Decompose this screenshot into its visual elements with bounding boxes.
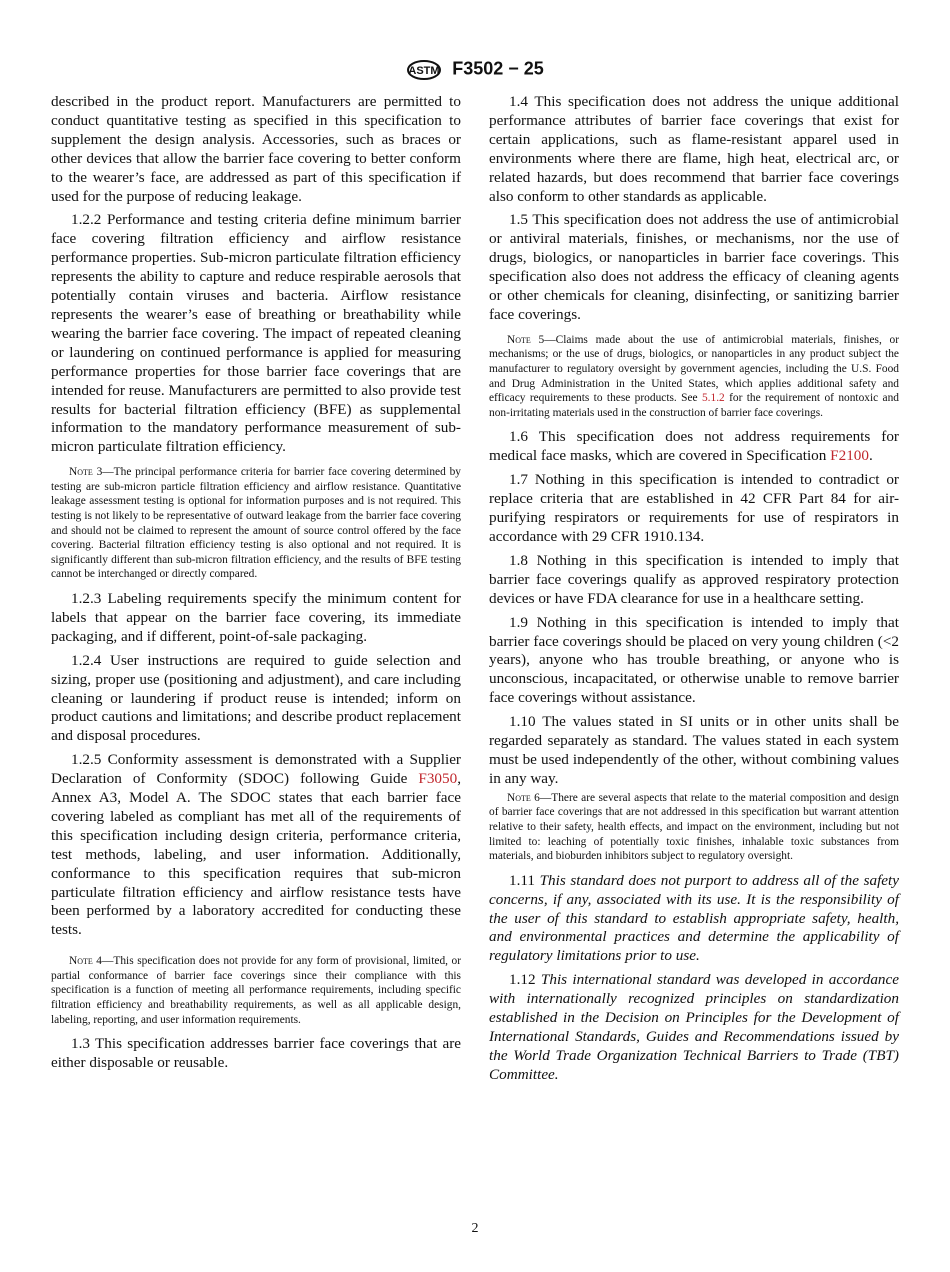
paragraph-1-2-2: 1.2.2 Performance and testing criteria define minimum barrier face covering filtration efficiency and airflow resistance performance properties. Sub-micron particulate filtration efficiency represents the ability to capture and reduce respirable aerosols that potentially contain viruses and bacteria. Airflow resistance represents the wearer’s ease of breathing or breathability while wearing the barrier face covering. The impact of repeated cleaning or laundering on continued performance is applied for measuring performance properties for those barrier face coverings that are intended for reuse. Manufacturers are permitted to also provide test results for bacterial filtration efficiency (BFE) as supplemental information to the mandatory performance measurement of sub-micron particulate filtration efficiency.: [51, 211, 461, 456]
paragraph-1-8: 1.8 Nothing in this specification is intended to imply that barrier face coverings qualify as approved respiratory protection devices or have FDA clearance for use in a healthcare setting.: [489, 551, 899, 607]
note-5: [489, 333, 899, 421]
paragraph-1-2-3: 1.2.3 Labeling requirements specify the minimum content for labels that appear on the barrier face covering, its immediate packaging, and if different, point-of-sale packaging.: [51, 589, 461, 645]
paragraph-1-2-5: [51, 751, 461, 940]
link-f3050[interactable]: F3050: [418, 770, 458, 788]
text: 1.2.5 Conformity assessment is demonstrated with a Supplier Declaration of Conformity (SDOC) following Guide: [51, 751, 461, 788]
note-6: [489, 791, 899, 864]
paragraph-1-12: [489, 971, 899, 1084]
note-3: [51, 465, 461, 582]
left-column: [51, 93, 461, 1078]
paragraph-1-5: 1.5 This specification does not address the use of antimicrobial or antiviral materials, finishes, or mechanisms, nor the use of drugs, biologics, or nanoparticles in barrier face coverings. This specification also does not address the efficacy of cleaning agents or other chemicals for cleaning, disinfecting, or sanitizing barrier face coverings.: [489, 211, 899, 323]
link-5-1-2[interactable]: 5.1.2: [701, 392, 725, 405]
note-text: —The principal performance criteria for barrier face covering determined by testing are sub-micron particle filtration efficiency and airflow resistance. Quantitative leakage assessment testing is optional for information purposes and is not required. This testing is not likely to be representative of outward leakage from the barrier face covering and should not be claimed to represent the amount of source control offered by the face covering. Bacterial filtration efficiency testing is also optional and not required. It is significantly different than sub-micron filtration efficiency, and the results of BFE testing cannot be interchanged or directly compared.: [51, 466, 461, 581]
note-text: for the requirement of nontoxic and non-irritating materials used in the construction of barrier face coverings.: [489, 392, 899, 419]
right-column: [489, 93, 899, 1090]
note-4: [51, 954, 461, 1027]
text: This standard does not purport to address all of the safety concerns, if any, associated with its use. It is the responsibility of the user of this standard to establish appropriate safety, health, and environmental practices and determine the applicability of regulatory limitations prior to use.: [489, 871, 899, 965]
paragraph-1-3: 1.3 This specification addresses barrier face coverings that are either disposable or reusable.: [51, 1035, 461, 1072]
paragraph-1-9: 1.9 Nothing in this specification is intended to imply that barrier face coverings should be placed on very young children (<2 years), anyone who has trouble breathing, or anyone who is unconscious, incapacitated, or otherwise unable to remove barrier face coverings without assistance.: [489, 613, 899, 707]
note-text: —Claims made about the use of antimicrobial materials, finishes, or mechanisms; or the use of drugs, biologics, or nanoparticles in any product subject the manufacturer to regulatory oversight by government agencies, including the U.S. Food and Drug Administration in the United States, which applies additional safety and efficacy requirements to these products. See: [489, 333, 900, 405]
text: , Annex A3, Model A. The SDOC states that each barrier face covering labeled as compliant has met all of the requirements of this specification including design criteria, performance criteria, test methods, labeling, and user information. Additionally, conformance to this specification requires that sub-micron particulate filtration efficiency and airflow resistance tests have been performed by a laboratory accredited for conducting these tests.: [51, 770, 461, 939]
text: 1.6 This specification does not address requirements for medical face masks, which are covered in Specification: [489, 428, 899, 465]
text: .: [868, 447, 873, 465]
note-text: —There are several aspects that relate to the material composition and design of barrier face coverings that are not addressed in this specification but warrant attention relative to their safety, health effects, and impact on the environment, including but not limited to: leaching of potentially toxic finishes, inhalable toxic substances from materials, and bioburden inhibitors subject to regulatory oversight.: [489, 791, 899, 863]
note-label: Note 5: [507, 333, 545, 346]
paragraph-1-7: 1.7 Nothing in this specification is intended to contradict or replace criteria that are established in 42 CFR Part 84 for air-purifying respirators or requirements for use of respirators in accordance with 29 CFR 1910.134.: [489, 471, 899, 545]
section-number: 1.12: [509, 971, 541, 989]
link-f2100[interactable]: F2100: [830, 447, 869, 465]
paragraph-1-6: [489, 428, 899, 466]
paragraph-1-2-4: 1.2.4 User instructions are required to guide selection and sizing, proper use (positioning and adjustment), and care including cleaning or laundering if product reuse is intended; inform on product cautions and limitations; and describe product replacement and disposal procedures.: [51, 651, 461, 745]
note-label: Note 3: [69, 466, 103, 479]
note-label: Note 6: [507, 791, 540, 804]
paragraph-1-11: [489, 872, 899, 967]
paragraph-1-2-1-continued: described in the product report. Manufacturers are permitted to conduct quantitative testing as specified in this specification to supplement the design analysis. Accessories, such as braces or other devices that allow the barrier face covering to better conform to the wearer’s face, are addressed as part of this specification if used for the purpose of reducing leakage.: [51, 93, 461, 205]
astm-logo-icon: [406, 56, 442, 82]
note-label: Note 4: [69, 955, 103, 968]
document-designation: F3502 − 25: [452, 58, 544, 79]
section-number: 1.11: [509, 871, 540, 889]
paragraph-1-10: 1.10 The values stated in SI units or in other units shall be regarded separately as standard. The values stated in each system must be used independently of the other, without combining values in any way.: [489, 713, 899, 787]
page-number: 2: [471, 1221, 479, 1236]
paragraph-1-4: 1.4 This specification does not address the unique additional performance attributes of barrier face coverings that exist for certain applications, such as flame-resistant apparel used in environments where there are flame, high heat, electrical arc, or related hazards, but does recommend that barrier face coverings also conform to other standards as applicable.: [489, 93, 899, 205]
page-header: [0, 56, 950, 82]
note-text: —This specification does not provide for any form of provisional, limited, or partial conformance of barrier face coverings since their compliance with this specification is a function of meeting all performance requirements, including specific filtration efficiency and breathability requirements, as well as all applicable design, labeling, reporting, and user information requirements.: [51, 955, 462, 1026]
svg-text:ASTM: ASTM: [408, 65, 440, 77]
text: This international standard was developed in accordance with internationally recognized principles on standardization established in the Decision on Principles for the Development of International Standards, Guides and Recommendations issued by the World Trade Organization Technical Barriers to Trade (TBT) Committee.: [489, 971, 900, 1083]
